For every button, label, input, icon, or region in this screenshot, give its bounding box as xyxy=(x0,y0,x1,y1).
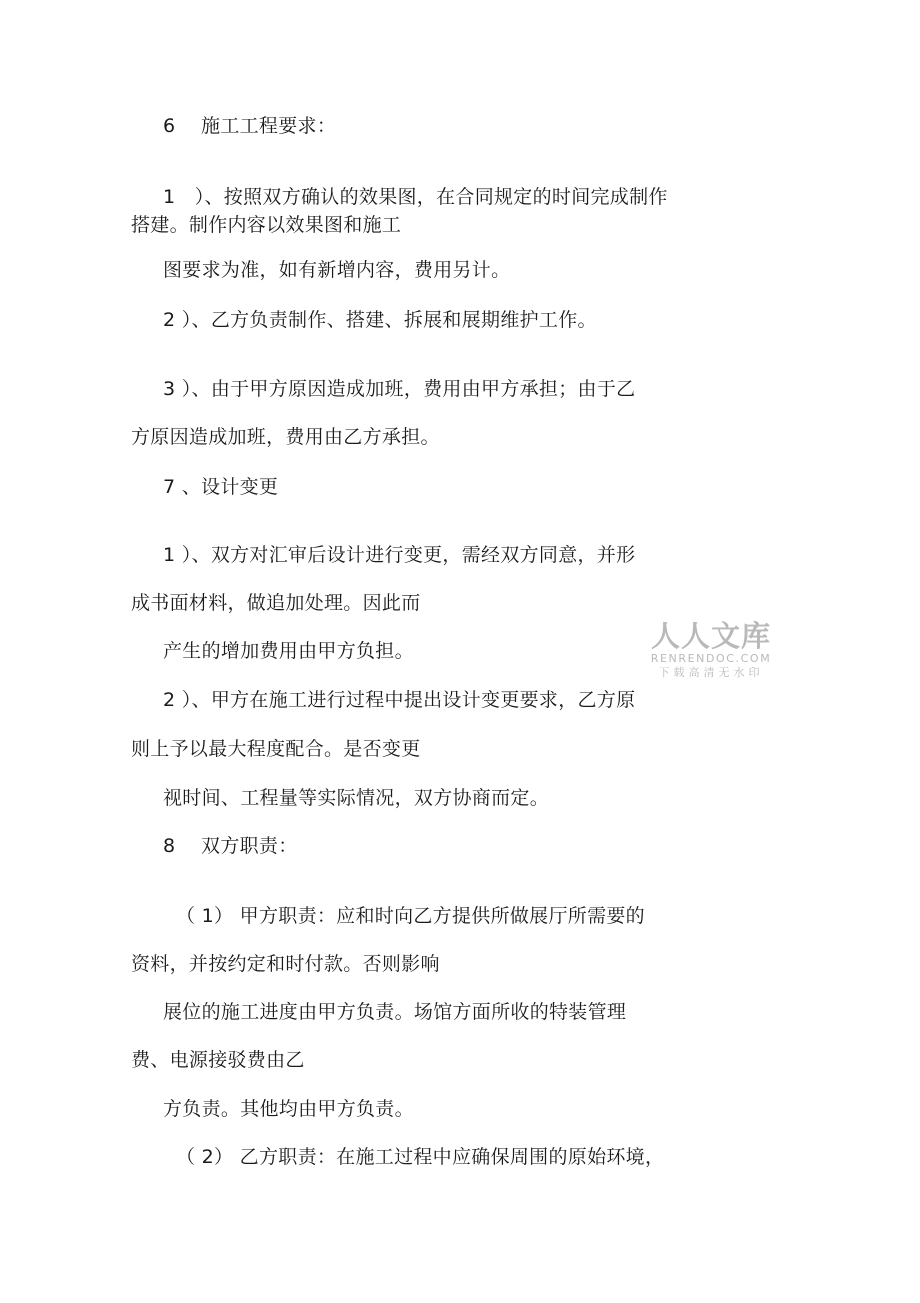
text-line: 图要求为准，如有新增内容，费用另计。 xyxy=(163,259,511,281)
text-line: 费、电源接驳费由乙 xyxy=(131,1049,305,1071)
text-line: 1 ）、按照双方确认的效果图，在合同规定的时间完成制作 xyxy=(163,186,668,208)
text-line: 资料，并按约定和时付款。否则影响 xyxy=(131,953,440,975)
text-line: 成书面材料，做追加处理。因此而 xyxy=(131,592,421,614)
section-heading: 7 、设计变更 xyxy=(163,476,279,498)
text-line: （ 1） 甲方职责：应和时向乙方提供所做展厅所需要的 xyxy=(176,905,645,927)
text-line: 3 ）、由于甲方原因造成加班，费用由甲方承担；由于乙 xyxy=(163,378,636,400)
text-line: 2 ）、乙方负责制作、搭建、拆展和展期维护工作。 xyxy=(163,309,597,331)
text-line: 搭建。制作内容以效果图和施工 xyxy=(131,214,402,236)
watermark-subtitle: 下载高清无水印 xyxy=(658,666,764,679)
text-line: （ 2） 乙方职责：在施工过程中应确保周围的原始环境， xyxy=(176,1146,665,1168)
text-line: 则上予以最大程度配合。是否变更 xyxy=(131,738,421,760)
watermark-logo xyxy=(646,620,776,680)
text-line: 方原因造成加班，费用由乙方承担。 xyxy=(131,426,440,448)
watermark-url: RENRENDOC.COM xyxy=(650,652,772,665)
text-line: 6 施工工程要求： xyxy=(163,115,337,137)
text-line: 展位的施工进度由甲方负责。场馆方面所收的特装管理 xyxy=(163,1001,627,1023)
text-line: 方负责。其他均由甲方负责。 xyxy=(163,1098,414,1120)
text-line: 产生的增加费用由甲方负担。 xyxy=(163,640,414,662)
watermark-title: 人人文库 xyxy=(650,619,771,653)
text-line: 2 ）、甲方在施工进行过程中提出设计变更要求，乙方原 xyxy=(163,689,636,711)
text-line: 视时间、工程量等实际情况，双方协商而定。 xyxy=(163,787,550,809)
section-heading: 8 双方职责： xyxy=(163,835,298,857)
text-line: 1 ）、双方对汇审后设计进行变更，需经双方同意，并形 xyxy=(163,544,636,566)
